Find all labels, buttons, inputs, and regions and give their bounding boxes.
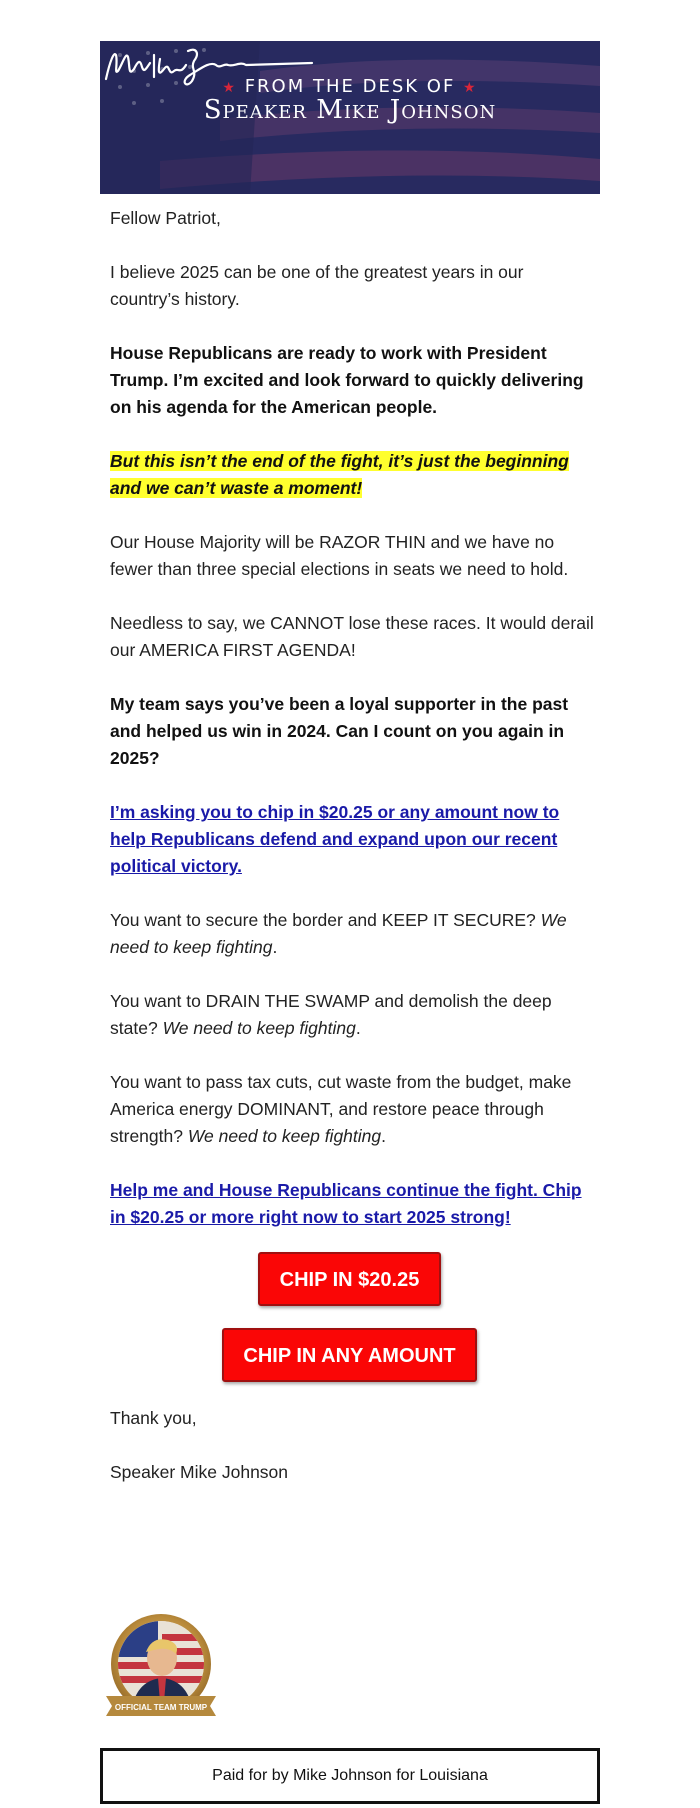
refrain-text: We need to keep fighting xyxy=(187,1126,382,1146)
paragraph-intro: I believe 2025 can be one of the greatest years in our country’s history. xyxy=(110,262,524,309)
paragraph-tax-cuts xyxy=(110,1069,595,1150)
paragraph-loyal-supporter: My team says you’ve been a loyal supporter in the past and helped us win in 2024. Can I count on you again in 2025? xyxy=(110,694,569,768)
star-icon: ★ xyxy=(463,80,478,96)
donate-link-2-wrapper xyxy=(110,1177,595,1231)
signoff: Speaker Mike Johnson xyxy=(110,1462,289,1482)
star-icon: ★ xyxy=(222,80,237,96)
donate-link-chip-in[interactable]: I’m asking you to chip in $20.25 or any amount now to help Republicans defend and expand upon our recent political victory. xyxy=(110,802,560,876)
header-banner xyxy=(100,41,600,194)
team-trump-seal-icon xyxy=(102,1612,220,1720)
paragraph-races: Needless to say, we CANNOT lose these races. It would derail our AMERICA FIRST AGENDA! xyxy=(110,613,594,660)
highlighted-text: But this isn’t the end of the fight, it’s just the beginning and we can’t waste a moment! xyxy=(110,451,569,498)
banner-title: Speaker Mike Johnson xyxy=(203,95,497,125)
banner-subtitle-text: FROM THE DESK OF xyxy=(244,76,456,97)
greeting: Fellow Patriot, xyxy=(110,208,221,228)
border-text: You want to secure the border and KEEP IT SECURE? xyxy=(110,910,536,930)
swamp-text: You want to DRAIN THE SWAMP and demolish the deep state? xyxy=(110,991,552,1038)
chip-in-any-amount-button[interactable]: CHIP IN ANY AMOUNT xyxy=(222,1328,477,1382)
highlighted-paragraph xyxy=(110,448,595,502)
paragraph-house-republicans: House Republicans are ready to work with President Trump. I’m excited and look forward to quickly delivering on his agenda for the American people. xyxy=(110,343,584,417)
refrain-text: We need to keep fighting xyxy=(162,1018,356,1038)
refrain-text: We need to keep fighting xyxy=(110,910,567,957)
donate-link-continue-fight[interactable]: Help me and House Republicans continue the fight. Chip in $20.25 or more right now to start 2025 strong! xyxy=(110,1180,582,1227)
paragraph-majority: Our House Majority will be RAZOR THIN and we have no fewer than three special elections in seats we need to hold. xyxy=(110,532,569,579)
signature-icon xyxy=(100,41,320,91)
refrain-period: . xyxy=(272,937,278,957)
donate-link-1-wrapper xyxy=(110,799,595,880)
seal-ribbon-text: OFFICIAL TEAM TRUMP xyxy=(114,1703,208,1712)
refrain-period: . xyxy=(381,1126,387,1146)
refrain-period: . xyxy=(355,1018,361,1038)
chip-in-2025-button[interactable]: CHIP IN $20.25 xyxy=(258,1252,441,1306)
paid-for-disclaimer: Paid for by Mike Johnson for Louisiana xyxy=(100,1748,600,1804)
paragraph-border xyxy=(110,907,595,961)
closing: Thank you, xyxy=(110,1408,197,1428)
paragraph-swamp xyxy=(110,988,595,1042)
tax-cuts-text: You want to pass tax cuts, cut waste from the budget, make America energy DOMINANT, and restore peace through strength? xyxy=(110,1072,572,1146)
